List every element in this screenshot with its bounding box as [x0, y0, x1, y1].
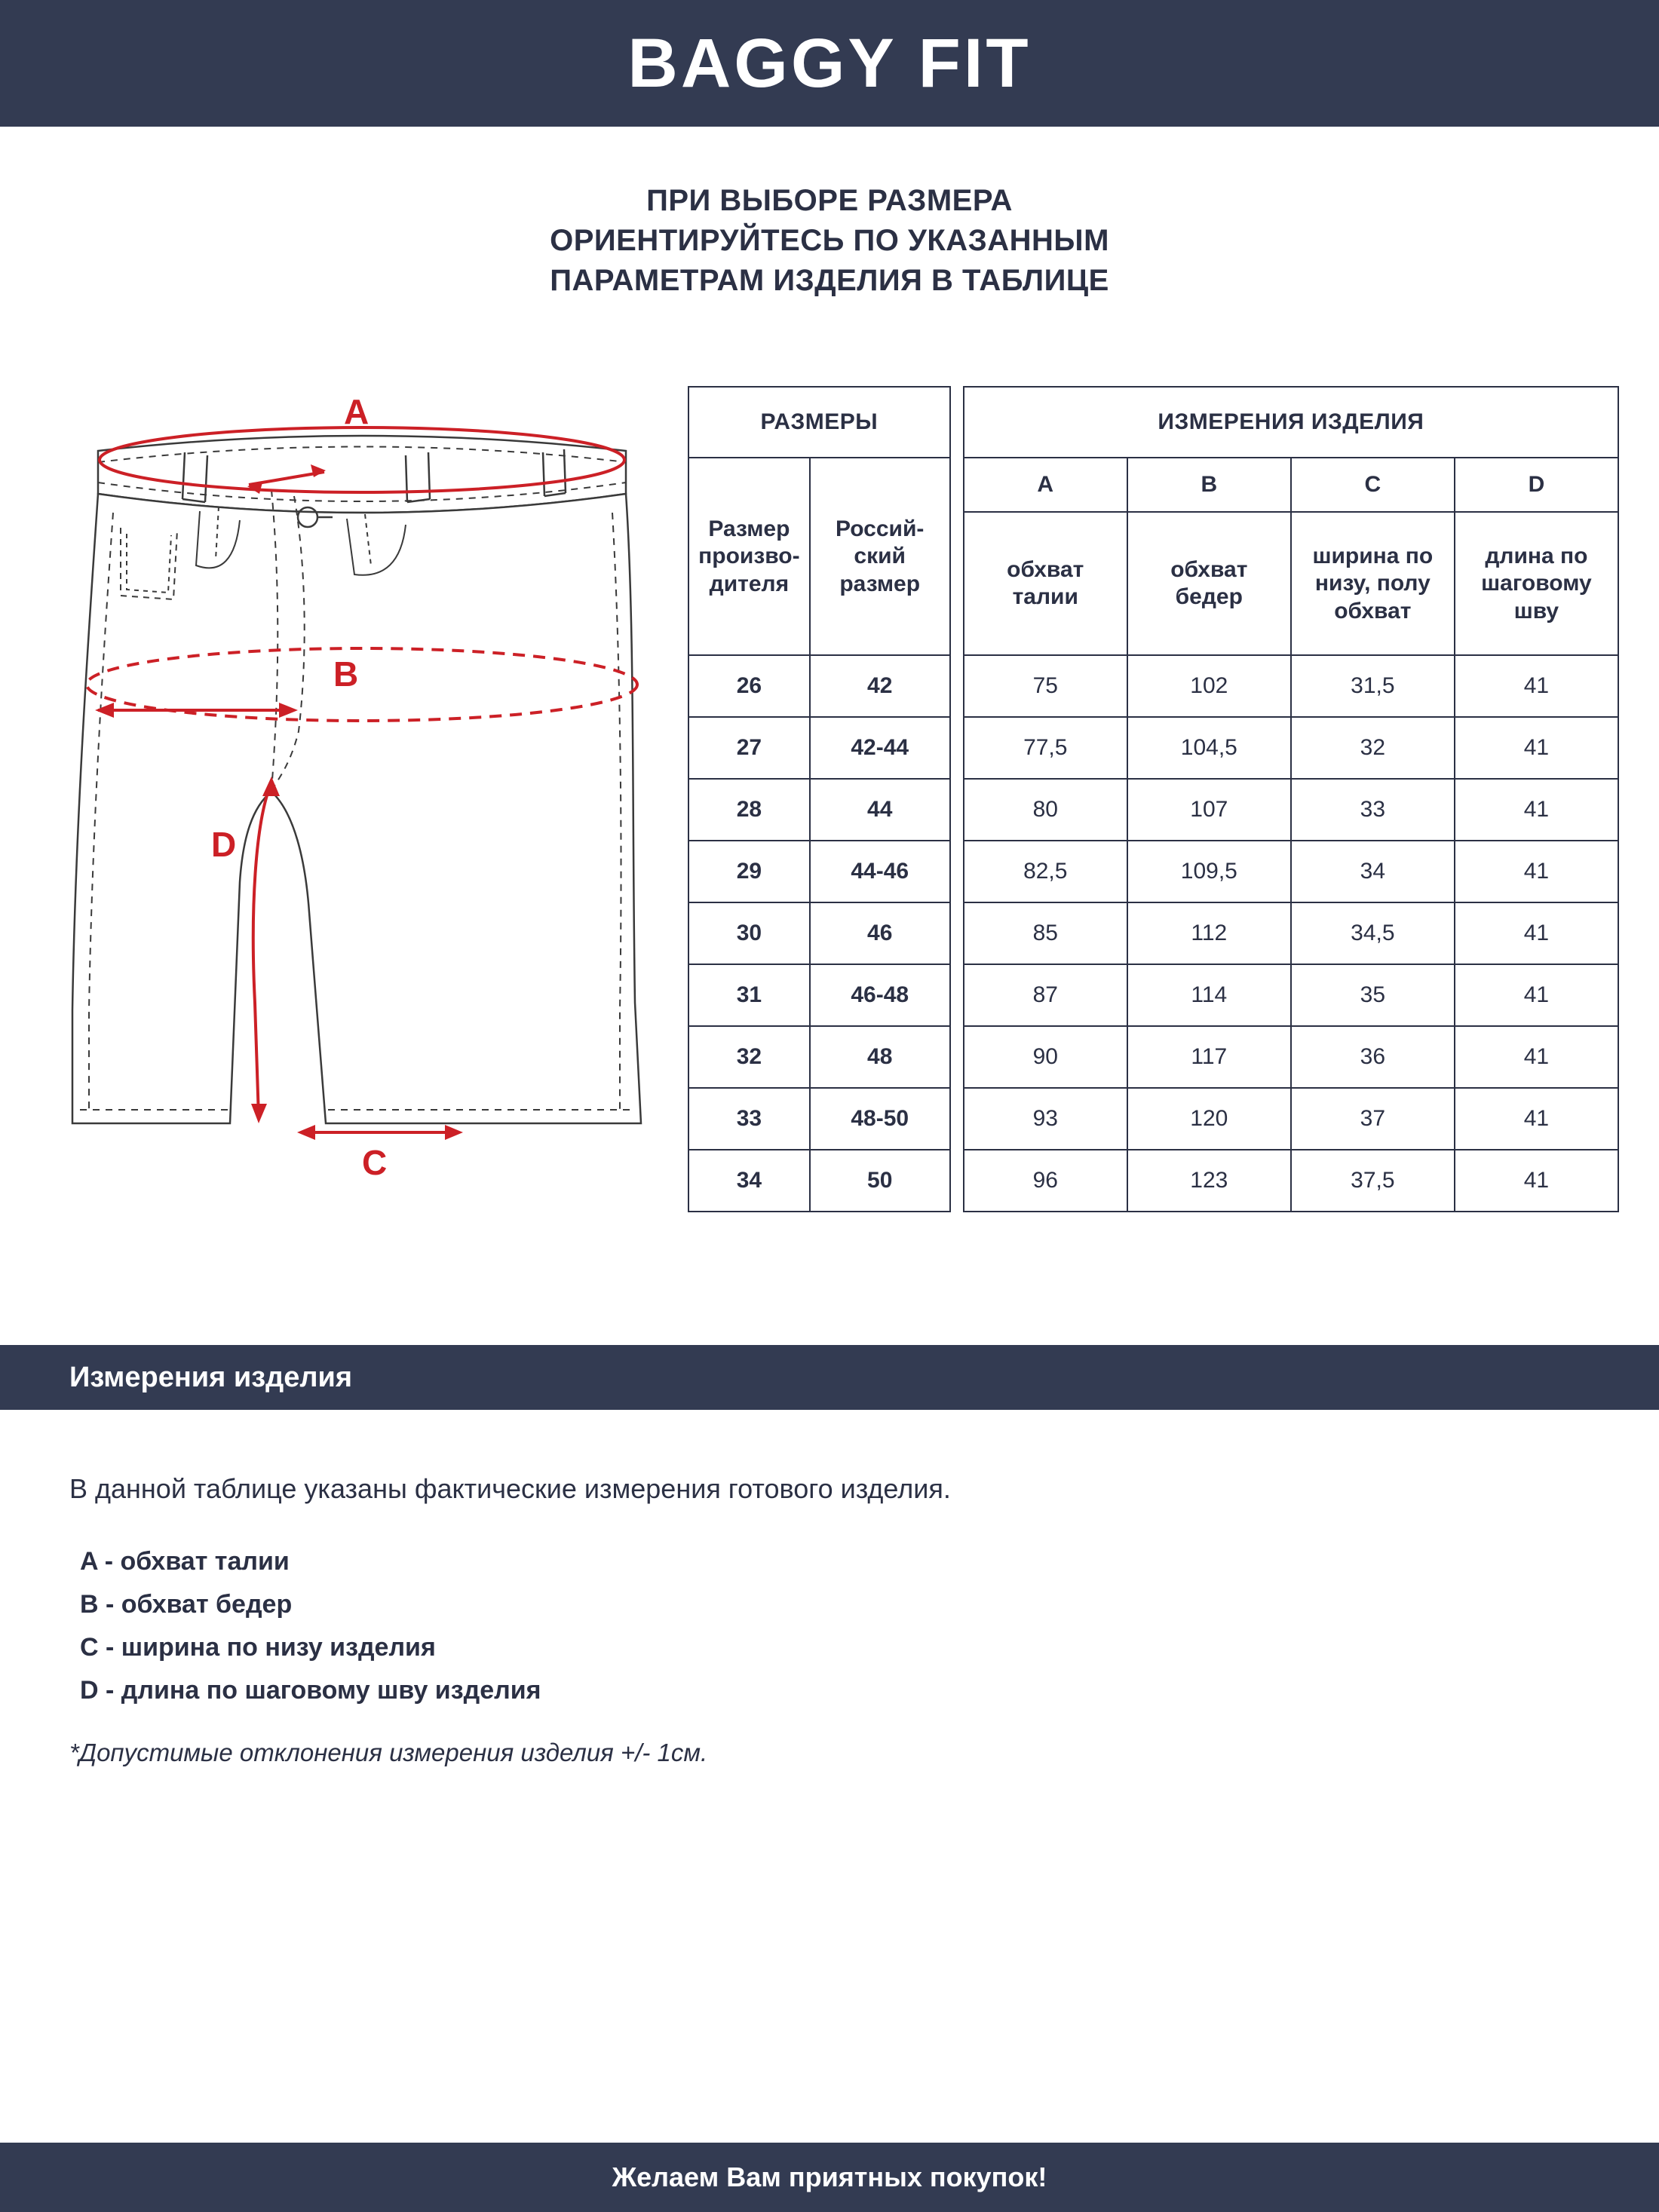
notes-block: [0, 1473, 1659, 1767]
cell-c: 37,5: [1291, 1150, 1455, 1212]
cell-a: 96: [964, 1150, 1127, 1212]
table-row: [688, 841, 1618, 902]
cell-rus: 46: [810, 902, 950, 964]
cell-b: 117: [1127, 1026, 1291, 1088]
cell-size: 26: [688, 655, 810, 717]
cell-a: 90: [964, 1026, 1127, 1088]
header-desc-d: длина по шаговому шву: [1455, 512, 1618, 655]
cell-c: 34: [1291, 841, 1455, 902]
legend-item-c: C - ширина по низу изделия: [80, 1633, 436, 1662]
cell-d: 41: [1455, 1150, 1618, 1212]
cell-size: 30: [688, 902, 810, 964]
footnote: *Допустимые отклонения измерения изделия +/- 1см.: [69, 1739, 708, 1767]
cell-rus: 46-48: [810, 964, 950, 1026]
cell-rus: 50: [810, 1150, 950, 1212]
cell-c: 36: [1291, 1026, 1455, 1088]
measure-a-label: A: [344, 392, 370, 432]
cell-a: 80: [964, 779, 1127, 841]
cell-c: 33: [1291, 779, 1455, 841]
size-table: [688, 386, 1619, 1212]
size-table-wrap: [679, 339, 1619, 1212]
table-row: [688, 1088, 1618, 1150]
cell-rus: 44: [810, 779, 950, 841]
legend-list: [69, 1547, 1590, 1705]
table-spacer: [950, 1026, 964, 1088]
table-row: [688, 902, 1618, 964]
cell-a: 93: [964, 1088, 1127, 1150]
header-letter-c: C: [1291, 458, 1455, 512]
header-russian-size: Россий- ский размер: [810, 458, 950, 655]
footer-text: Желаем Вам приятных покупок!: [612, 2161, 1047, 2192]
header-sizes: РАЗМЕРЫ: [688, 387, 950, 458]
table-spacer: [950, 1088, 964, 1150]
legend-item-d: D - длина по шаговому шву изделия: [80, 1676, 541, 1705]
table-spacer: [950, 717, 964, 779]
table-spacer: [950, 779, 964, 841]
page-title: BAGGY FIT: [627, 25, 1032, 102]
legend-item-b: B - обхват бедер: [80, 1590, 293, 1619]
cell-d: 41: [1455, 964, 1618, 1026]
cell-size: 28: [688, 779, 810, 841]
shorts-illustration: [45, 339, 679, 1282]
cell-size: 32: [688, 1026, 810, 1088]
cell-size: 31: [688, 964, 810, 1026]
cell-rus: 48-50: [810, 1088, 950, 1150]
table-row: [688, 779, 1618, 841]
cell-rus: 42: [810, 655, 950, 717]
table-spacer: [950, 1150, 964, 1212]
table-letter-row: [688, 458, 1618, 512]
cell-b: 107: [1127, 779, 1291, 841]
table-row: [688, 964, 1618, 1026]
cell-size: 34: [688, 1150, 810, 1212]
header-desc-a: обхват талии: [964, 512, 1127, 655]
header-measurements: ИЗМЕРЕНИЯ ИЗДЕЛИЯ: [964, 387, 1618, 458]
subtitle-line-3: ПАРАМЕТРАМ ИЗДЕЛИЯ В ТАБЛИЦЕ: [550, 263, 1109, 297]
header-manufacturer-size: Размер произво- дителя: [688, 458, 810, 655]
header-letter-a: A: [964, 458, 1127, 512]
table-group-header-row: [688, 387, 1618, 458]
cell-b: 120: [1127, 1088, 1291, 1150]
table-row: [688, 717, 1618, 779]
measure-d-line: [251, 777, 280, 1123]
cell-b: 112: [1127, 902, 1291, 964]
section-title: Измерения изделия: [69, 1361, 353, 1393]
header-letter-b: B: [1127, 458, 1291, 512]
measure-d-label: D: [211, 825, 237, 865]
table-body: [688, 655, 1618, 1212]
cell-d: 41: [1455, 1026, 1618, 1088]
table-row: [688, 1150, 1618, 1212]
cell-size: 33: [688, 1088, 810, 1150]
table-spacer: [950, 964, 964, 1026]
cell-d: 41: [1455, 779, 1618, 841]
header-desc-c: ширина по низу, полу обхват: [1291, 512, 1455, 655]
cell-c: 34,5: [1291, 902, 1455, 964]
table-spacer: [950, 902, 964, 964]
header-bar: [0, 0, 1659, 127]
table-spacer: [950, 512, 964, 655]
cell-a: 85: [964, 902, 1127, 964]
content-area: [0, 339, 1659, 1282]
cell-size: 27: [688, 717, 810, 779]
cell-b: 109,5: [1127, 841, 1291, 902]
footer-bar: [0, 2143, 1659, 2212]
shorts-diagram: [45, 339, 679, 1282]
cell-b: 114: [1127, 964, 1291, 1026]
cell-d: 41: [1455, 655, 1618, 717]
cell-d: 41: [1455, 717, 1618, 779]
cell-rus: 44-46: [810, 841, 950, 902]
cell-a: 77,5: [964, 717, 1127, 779]
table-spacer: [950, 458, 964, 512]
table-spacer: [950, 655, 964, 717]
notes-intro: В данной таблице указаны фактические измерения готового изделия.: [69, 1473, 951, 1505]
section-bar: [0, 1345, 1659, 1410]
subtitle-block: [0, 181, 1659, 300]
header-letter-d: D: [1455, 458, 1618, 512]
cell-d: 41: [1455, 902, 1618, 964]
cell-d: 41: [1455, 1088, 1618, 1150]
cell-a: 82,5: [964, 841, 1127, 902]
cell-size: 29: [688, 841, 810, 902]
cell-d: 41: [1455, 841, 1618, 902]
cell-c: 35: [1291, 964, 1455, 1026]
header-desc-b: обхват бедер: [1127, 512, 1291, 655]
table-row: [688, 655, 1618, 717]
table-spacer: [950, 387, 964, 458]
measure-b-label: B: [333, 654, 359, 694]
table-row: [688, 1026, 1618, 1088]
cell-a: 87: [964, 964, 1127, 1026]
cell-a: 75: [964, 655, 1127, 717]
subtitle-line-1: ПРИ ВЫБОРЕ РАЗМЕРА: [646, 184, 1013, 217]
measure-c-line: [297, 1125, 463, 1140]
cell-rus: 42-44: [810, 717, 950, 779]
table-spacer: [950, 841, 964, 902]
subtitle-line-2: ОРИЕНТИРУЙТЕСЬ ПО УКАЗАННЫМ: [550, 223, 1109, 257]
cell-b: 102: [1127, 655, 1291, 717]
cell-b: 123: [1127, 1150, 1291, 1212]
cell-b: 104,5: [1127, 717, 1291, 779]
cell-c: 31,5: [1291, 655, 1455, 717]
measure-c-label: C: [362, 1143, 388, 1183]
cell-c: 32: [1291, 717, 1455, 779]
cell-c: 37: [1291, 1088, 1455, 1150]
legend-item-a: A - обхват талии: [80, 1547, 290, 1576]
cell-rus: 48: [810, 1026, 950, 1088]
